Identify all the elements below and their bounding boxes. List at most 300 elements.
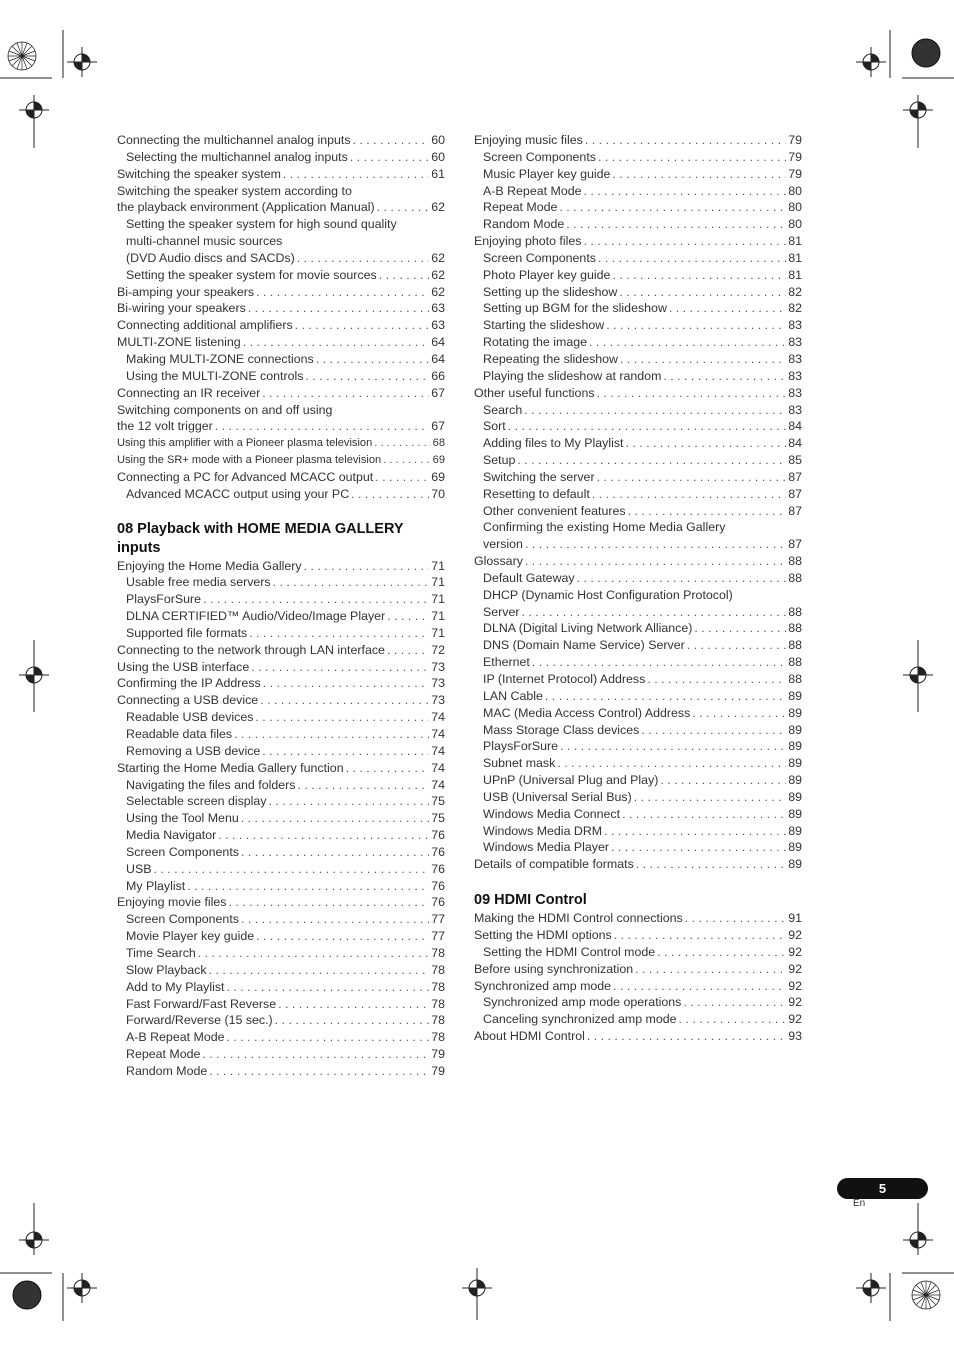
toc-entry-page: 89 [788, 857, 802, 872]
toc-entry-page: 61 [431, 166, 445, 181]
dot-leader [241, 844, 429, 861]
toc-entry[interactable] [117, 827, 445, 844]
dot-leader [209, 1063, 429, 1080]
toc-entry-title: LAN Cable [483, 688, 543, 703]
dot-leader [606, 317, 786, 334]
toc-entry[interactable] [117, 132, 445, 149]
toc-entry[interactable] [117, 911, 445, 928]
toc-entry[interactable] [474, 994, 802, 1011]
dot-leader [202, 1046, 429, 1063]
dot-leader [305, 368, 429, 385]
toc-entry[interactable] [117, 726, 445, 743]
toc-entry[interactable] [117, 199, 445, 216]
toc-entry[interactable] [474, 284, 802, 301]
toc-entry[interactable] [474, 789, 802, 806]
dot-leader [351, 486, 429, 503]
toc-entry[interactable] [474, 368, 802, 385]
toc-entry-page: 69 [431, 469, 445, 484]
toc-entry[interactable] [474, 233, 802, 250]
toc-entry[interactable] [474, 806, 802, 823]
toc-entry-page: 77 [431, 912, 445, 927]
toc-entry-title: Sort [483, 419, 506, 434]
toc-entry-page: 75 [431, 794, 445, 809]
toc-entry-page: 85 [788, 453, 802, 468]
toc-entry[interactable] [474, 166, 802, 183]
toc-entry-title: Connecting to the network through LAN interface [117, 642, 385, 657]
toc-entry-page: 64 [431, 351, 445, 366]
toc-entry-page: 91 [788, 911, 802, 926]
toc-entry-page: 60 [431, 133, 445, 147]
toc-entry-page: 79 [788, 166, 802, 181]
toc-entry-title: Advanced MCACC output using your PC [126, 486, 350, 501]
toc-entry-page: 76 [431, 878, 445, 893]
toc-entry-title: Server [483, 604, 520, 619]
toc-entry-page: 83 [788, 402, 802, 417]
dot-leader [273, 574, 430, 591]
toc-entry[interactable] [474, 216, 802, 233]
dot-leader [634, 789, 786, 806]
toc-entry-page: 74 [431, 777, 445, 792]
toc-entry-page: 66 [431, 368, 445, 383]
dot-leader [297, 777, 429, 794]
toc-entry-page: 64 [431, 335, 445, 350]
toc-entry[interactable] [474, 486, 802, 503]
dot-leader [353, 132, 430, 149]
dot-leader [635, 961, 786, 978]
toc-entry[interactable] [117, 760, 445, 777]
dot-leader [256, 284, 429, 301]
toc-entry-title: multi-channel music sources [126, 234, 283, 249]
dot-leader [687, 637, 786, 654]
dot-leader [255, 709, 429, 726]
toc-entry-line [117, 402, 445, 419]
toc-entry[interactable] [117, 300, 445, 317]
toc-entry[interactable] [117, 608, 445, 625]
toc-entry-page: 89 [788, 806, 802, 821]
dot-leader [597, 385, 787, 402]
toc-entry-page: 81 [788, 250, 802, 265]
toc-entry-page: 84 [788, 436, 802, 451]
toc-entry-page: 71 [431, 625, 445, 640]
toc-entry[interactable] [117, 996, 445, 1013]
toc-entry[interactable] [117, 1046, 445, 1063]
dot-leader [612, 166, 786, 183]
toc-entry-title: Selecting the multichannel analog inputs [126, 149, 348, 164]
toc-entry[interactable] [474, 978, 802, 995]
toc-entry-page: 92 [788, 1012, 802, 1027]
toc-entry-title: Other convenient features [483, 503, 626, 518]
toc-entry-title: Connecting additional amplifiers [117, 318, 293, 333]
toc-entry[interactable] [474, 536, 802, 553]
toc-entry[interactable] [117, 558, 445, 575]
toc-entry-page: 89 [788, 773, 802, 788]
dot-leader [517, 452, 786, 469]
toc-entry-title: Screen Components [126, 912, 239, 927]
dot-leader [559, 199, 786, 216]
toc-entry-title: MAC (Media Access Control) Address [483, 705, 691, 720]
toc-entry-title: Canceling synchronized amp mode [483, 1012, 677, 1027]
toc-entry[interactable] [474, 570, 802, 587]
toc-entry[interactable] [474, 772, 802, 789]
toc-entry-page: 89 [788, 705, 802, 720]
toc-entry-title: Enjoying music files [474, 133, 583, 147]
toc-entry-title: Using the MULTI-ZONE controls [126, 368, 304, 383]
dot-leader [611, 839, 786, 856]
toc-entry[interactable] [117, 1029, 445, 1046]
toc-entry[interactable] [117, 486, 445, 503]
dot-leader [557, 755, 786, 772]
dot-leader [508, 418, 786, 435]
toc-entry-title: Using the USB interface [117, 659, 250, 674]
toc-entry[interactable] [474, 435, 802, 452]
dot-leader [248, 300, 429, 317]
dot-leader [375, 469, 429, 486]
dot-leader [234, 726, 429, 743]
toc-entry-page: 73 [431, 659, 445, 674]
toc-entry[interactable] [117, 469, 445, 486]
toc-entry[interactable] [117, 793, 445, 810]
toc-entry[interactable] [474, 553, 802, 570]
toc-entry-title: Setting the speaker system for high sound quality [126, 217, 397, 232]
dot-leader [316, 351, 429, 368]
dot-leader [275, 1012, 430, 1029]
toc-entry-page: 81 [788, 267, 802, 282]
toc-entry-title: Bi-amping your speakers [117, 284, 255, 299]
dot-leader [522, 604, 787, 621]
toc-entry-title: DLNA CERTIFIED™ Audio/Video/Image Player [126, 609, 386, 624]
toc-entry[interactable] [117, 945, 445, 962]
toc-entry-title: Starting the slideshow [483, 318, 605, 333]
toc-entry-page: 71 [431, 592, 445, 607]
dot-leader [304, 558, 430, 575]
toc-entry[interactable] [474, 671, 802, 688]
dot-leader [383, 452, 430, 469]
toc-entry-page: 62 [431, 284, 445, 299]
toc-entry[interactable] [117, 743, 445, 760]
toc-entry-page: 89 [788, 722, 802, 737]
toc-entry-page: 89 [788, 823, 802, 838]
toc-entry[interactable] [474, 1028, 802, 1045]
toc-entry[interactable] [117, 351, 445, 368]
toc-entry[interactable] [474, 385, 802, 402]
toc-entry-page: 73 [431, 693, 445, 708]
toc-entry-title: Windows Media Player [483, 840, 610, 855]
toc-entry-title: Repeat Mode [483, 200, 558, 215]
toc-entry[interactable] [117, 692, 445, 709]
toc-entry-title: Other useful functions [474, 385, 595, 400]
toc-entry-title: Mass Storage Class devices [483, 722, 640, 737]
toc-entry-page: 76 [431, 844, 445, 859]
toc-entry-page: 83 [788, 335, 802, 350]
dot-leader [374, 435, 430, 452]
dot-leader [187, 878, 429, 895]
toc-entry[interactable] [474, 839, 802, 856]
toc-entry-page: 78 [431, 945, 445, 960]
toc-entry[interactable] [117, 452, 445, 469]
toc-entry-page: 73 [431, 676, 445, 691]
toc-entry[interactable] [474, 961, 802, 978]
toc-entry-title: Connecting an IR receiver [117, 385, 261, 400]
dot-leader [566, 216, 786, 233]
toc-entry-page: 78 [431, 962, 445, 977]
toc-entry[interactable] [117, 334, 445, 351]
toc-entry-title: Time Search [126, 945, 196, 960]
toc-entry-title: Selectable screen display [126, 794, 267, 809]
dot-leader [636, 856, 786, 873]
toc-entry[interactable] [474, 402, 802, 419]
dot-leader [657, 944, 786, 961]
toc-entry[interactable] [474, 637, 802, 654]
toc-entry[interactable] [474, 944, 802, 961]
toc-entry-page: 88 [788, 655, 802, 670]
dot-leader [597, 469, 787, 486]
toc-entry[interactable] [474, 654, 802, 671]
toc-entry-title: Random Mode [483, 217, 565, 232]
toc-entry-page: 78 [431, 996, 445, 1011]
toc-entry[interactable] [474, 722, 802, 739]
toc-entry[interactable] [117, 267, 445, 284]
toc-entry-page: 80 [788, 217, 802, 232]
toc-entry-page: 68 [432, 437, 445, 450]
toc-entry-title: Playing the slideshow at random [483, 368, 662, 383]
toc-entry[interactable] [117, 368, 445, 385]
toc-entry-page: 89 [788, 739, 802, 754]
toc-entry[interactable] [117, 1012, 445, 1029]
toc-entry[interactable] [474, 738, 802, 755]
toc-entry[interactable] [117, 659, 445, 676]
toc-entry-page: 74 [431, 710, 445, 725]
toc-entry-page: 88 [788, 570, 802, 585]
dot-leader [584, 183, 787, 200]
toc-entry[interactable] [117, 317, 445, 334]
dot-leader [625, 435, 786, 452]
toc-entry-title: Using the SR+ mode with a Pioneer plasma television [117, 454, 382, 467]
toc-entry[interactable] [117, 435, 445, 452]
toc-entry-page: 87 [788, 486, 802, 501]
toc-entry-page: 88 [788, 638, 802, 653]
toc-entry-title: Photo Player key guide [483, 267, 611, 282]
dot-leader [377, 199, 430, 216]
toc-entry-page: 78 [431, 1030, 445, 1045]
toc-entry-page: 74 [431, 743, 445, 758]
dot-leader [598, 149, 786, 166]
toc-entry[interactable] [117, 166, 445, 183]
toc-entry[interactable] [117, 709, 445, 726]
toc-entry[interactable] [474, 452, 802, 469]
toc-entry[interactable] [117, 625, 445, 642]
toc-entry-title: Starting the Home Media Gallery function [117, 760, 344, 775]
toc-entry[interactable] [474, 604, 802, 621]
toc-entry-title: Synchronized amp mode operations [483, 995, 682, 1010]
dot-leader [685, 910, 787, 927]
toc-entry-title: Forward/Reverse (15 sec.) [126, 1013, 273, 1028]
toc-entry[interactable] [117, 385, 445, 402]
toc-entry-title: Windows Media Connect [483, 806, 621, 821]
toc-entry-title: Setting up the slideshow [483, 284, 618, 299]
dot-leader [218, 827, 429, 844]
dot-leader [283, 166, 429, 183]
dot-leader [622, 806, 786, 823]
toc-entry-title: Usable free media servers [126, 575, 271, 590]
toc-entry[interactable] [474, 620, 802, 637]
toc-entry[interactable] [117, 928, 445, 945]
toc-entry[interactable] [474, 334, 802, 351]
toc-entry[interactable] [117, 962, 445, 979]
toc-entry[interactable] [117, 574, 445, 591]
toc-entry-title: Movie Player key guide [126, 929, 255, 944]
dot-leader [387, 608, 429, 625]
toc-entry-page: 92 [788, 944, 802, 959]
toc-entry-title: the playback environment (Application Manual) [117, 200, 375, 215]
dot-leader [683, 994, 786, 1011]
dot-leader [249, 625, 429, 642]
toc-entry[interactable] [117, 284, 445, 301]
toc-entry-title: Adding files to My Playlist [483, 436, 624, 451]
toc-entry[interactable] [117, 878, 445, 895]
toc-entry-title: Setting the HDMI Control mode [483, 944, 656, 959]
dot-leader [262, 743, 429, 760]
toc-entry-title: Confirming the existing Home Media Gallery [483, 520, 726, 535]
toc-entry-title: Supported file formats [126, 625, 248, 640]
toc-entry-page: 71 [431, 575, 445, 590]
toc-entry-title: Slow Playback [126, 962, 207, 977]
toc-entry-page: 79 [431, 1047, 445, 1062]
dot-leader [585, 132, 786, 149]
toc-entry-page: 88 [788, 672, 802, 686]
toc-entry-page: 83 [788, 351, 802, 366]
toc-entry[interactable] [117, 642, 445, 659]
toc-entry-page: 67 [431, 385, 445, 400]
toc-entry-title: Removing a USB device [126, 743, 261, 758]
toc-entry[interactable] [474, 823, 802, 840]
toc-entry[interactable] [117, 810, 445, 827]
toc-entry-page: 89 [788, 840, 802, 855]
toc-entry-page: 79 [788, 149, 802, 164]
toc-entry[interactable] [117, 777, 445, 794]
toc-entry[interactable] [117, 894, 445, 911]
dot-leader [278, 996, 429, 1013]
toc-entry[interactable] [474, 317, 802, 334]
toc-entry[interactable] [474, 705, 802, 722]
toc-entry[interactable] [474, 199, 802, 216]
toc-entry[interactable] [117, 675, 445, 692]
toc-entry[interactable] [117, 418, 445, 435]
toc-entry[interactable] [117, 591, 445, 608]
toc-entry[interactable] [474, 927, 802, 944]
toc-entry-page: 74 [431, 727, 445, 741]
toc-entry-line [474, 519, 802, 536]
toc-entry[interactable] [474, 250, 802, 267]
toc-entry[interactable] [474, 132, 802, 149]
toc-entry-line [474, 587, 802, 604]
toc-entry-title: Repeating the slideshow [483, 351, 619, 366]
toc-entry[interactable] [474, 149, 802, 166]
toc-entry[interactable] [474, 688, 802, 705]
toc-entry-page: 78 [431, 1013, 445, 1028]
dot-leader [598, 250, 786, 267]
dot-leader [262, 385, 429, 402]
toc-entry-page: 89 [788, 688, 802, 703]
toc-entry-title: Add to My Playlist [126, 979, 225, 994]
toc-entry[interactable] [117, 861, 445, 878]
toc-entry-title: the 12 volt trigger [117, 419, 213, 434]
toc-entry-title: PlaysForSure [483, 739, 559, 754]
toc-entry-page: 82 [788, 284, 802, 299]
toc-entry-page: 88 [788, 554, 802, 569]
dot-leader [263, 675, 429, 692]
toc-entry-page: 76 [431, 828, 445, 843]
toc-entry[interactable] [474, 503, 802, 520]
toc-entry-title: A-B Repeat Mode [483, 183, 582, 198]
toc-entry[interactable] [474, 267, 802, 284]
toc-entry-title: Confirming the IP Address [117, 676, 261, 691]
toc-entry[interactable] [117, 844, 445, 861]
toc-entry-page: 72 [431, 642, 445, 657]
toc-entry-page: 76 [431, 861, 445, 876]
toc-entry[interactable] [474, 856, 802, 873]
dot-leader [295, 317, 430, 334]
toc-entry[interactable] [117, 149, 445, 166]
toc-entry-page: 87 [788, 537, 802, 552]
toc-entry-title: Subnet mask [483, 756, 556, 771]
toc-entry[interactable] [474, 183, 802, 200]
toc-entry[interactable] [474, 469, 802, 486]
toc-entry-page: 76 [431, 895, 445, 910]
toc-entry-page: 92 [788, 995, 802, 1010]
dot-leader [589, 334, 786, 351]
dot-leader [525, 536, 786, 553]
dot-leader [387, 642, 429, 659]
toc-entry[interactable] [474, 351, 802, 368]
toc-entry[interactable] [474, 910, 802, 927]
toc-entry-title: Making the HDMI Control connections [474, 911, 683, 926]
toc-entry-title: Setting the HDMI options [474, 927, 612, 942]
toc-entry[interactable] [474, 1011, 802, 1028]
toc-entry-page: 80 [788, 183, 802, 198]
toc-entry-title: Using the Tool Menu [126, 811, 239, 826]
dot-leader [229, 894, 430, 911]
dot-leader [647, 671, 786, 688]
toc-entry-page: 89 [788, 756, 802, 771]
toc-entry-title: Switching the speaker system according to [117, 183, 352, 198]
dot-leader [269, 793, 430, 810]
dot-leader [660, 772, 786, 789]
section-heading: 09 HDMI Control [474, 892, 587, 909]
toc-entry[interactable] [117, 250, 445, 267]
toc-entry-title: Connecting a PC for Advanced MCACC output [117, 469, 374, 484]
toc-entry-title: Screen Components [483, 149, 596, 164]
toc-entry[interactable] [117, 979, 445, 996]
toc-entry-title: My Playlist [126, 878, 186, 893]
toc-entry[interactable] [474, 755, 802, 772]
toc-entry-page: 60 [431, 149, 445, 164]
toc-entry[interactable] [117, 1063, 445, 1080]
toc-entry-page: 92 [788, 978, 802, 993]
toc-entry-title: (DVD Audio discs and SACDs) [126, 250, 295, 265]
toc-entry-page: 70 [431, 486, 445, 501]
toc-entry-title: Enjoying photo files [474, 234, 582, 249]
toc-entry-title: Setting the speaker system for movie sources [126, 267, 377, 282]
dot-leader [583, 233, 786, 250]
toc-entry-title: A-B Repeat Mode [126, 1030, 225, 1045]
dot-leader [346, 760, 430, 777]
dot-leader [350, 149, 429, 166]
dot-leader [587, 1028, 786, 1045]
toc-entry-title: Setup [483, 453, 516, 468]
toc-entry-title: Fast Forward/Fast Reverse [126, 996, 277, 1011]
toc-entry[interactable] [474, 300, 802, 317]
toc-entry[interactable] [474, 418, 802, 435]
